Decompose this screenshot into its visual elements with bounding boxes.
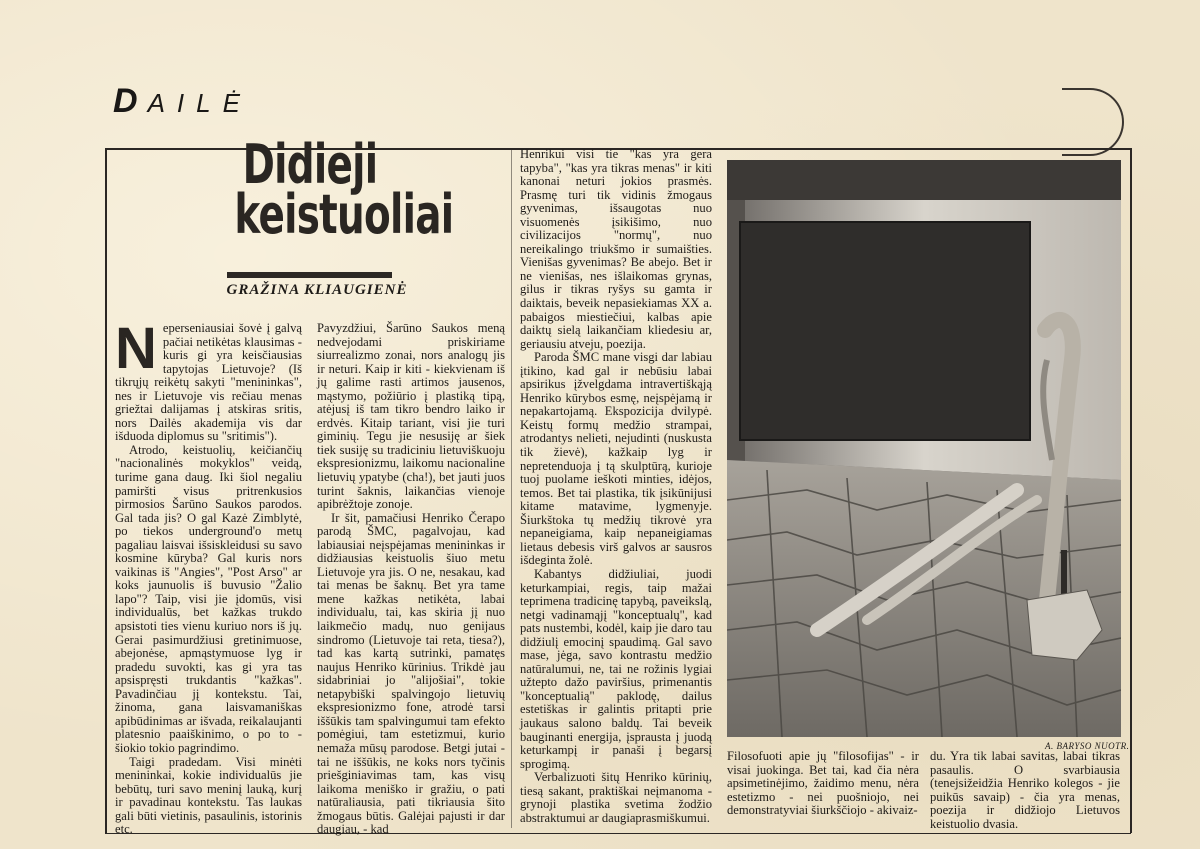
article-column-1 [115,316,302,837]
paragraph: Henrikui visi tie "kas yra gera tapyba", "kas yra tikras menas" ir kiti kanonai neturi jokios prasmės. Prasmę turi tik vidinis žmogaus gyvenimas, išsaugotas nuo visuomenės įsikišimo, nuo civilizacijos "normų", nuo nereikalingo triukšmo ir sumaišties. Vienišas gyvenimas? Be abejo. Bet ir ne vienišas, nes išlaikomas grynas, gilus ir tikras ryšys su gamta ir daiktais, beveik nepasiekiamas XX a. pabaigos miestiečiui, kalbas apie daiktų sielą laikančiam kliedesiu ar, geriausiu atveju, poezija. [520,147,712,351]
paragraph: Filosofuoti apie jų "filosofijas" - ir visai juokinga. Bet tai, kad čia nėra apsimetinėjimo, žaidimo menu, nėra estetizmo - nei puošniojo, nei demonstratyviai šiurkščiojo - akivaiz- [727,749,919,818]
article-title-line1: Didieji [242,133,378,196]
exhibition-photo-drawing [727,160,1121,737]
frame-left-rule [105,148,107,833]
drop-cap: N [115,316,157,381]
paragraph: Kabantys didžiuliai, juodi keturkampiai, regis, taip mažai teprimena tradicinę tapybą, paveikslą, netgi vadinamąjį "konceptualų", kad pats nustembi, kodėl, kaip jie daro tau didžiulį emocinį spaudimą. Gal savo mase, jėga, savo kontrastu medžio natūralumui, ne, tai ne rožinis lygiai užtepto dažo paviršius, primenantis "konceptualią" paklodę, dailus estetiškas ir galintis pritapti prie jaukaus salono baldų. Tai beveik bauginanti energija, įsprausta į juodą keturkampį ir panaši į begarsį sprogimą. [520,566,712,771]
section-header-rest: AILĖ [147,88,252,118]
article-column-3 [520,148,712,825]
title-underline [227,272,392,278]
paragraph-text: eperseniausiai šovė į galvą pačiai netikėtas klausimas - kuris gi yra keisčiausias tapytojas Lietuvoje? (Iš tikrųjų reikėtų sakyti "menininkas", nes ir Lietuvoje vis rečiau menas griežtai dalijamas į atskiras sritis, nors Dailės akademija vis dar išduoda diplomus su "sritimis"). [115,321,302,444]
paragraph: Verbalizuoti šitų Henriko kūrinių, tiesą sakant, praktiškai neįmanoma - grynoji plastika svetima žodžio abstraktumui ar daugiaprasmiškumui. [520,770,712,825]
exhibition-photo [727,160,1121,737]
paragraph [115,316,302,444]
paragraph: Paroda ŠMC mane visgi dar labiau įtikino, kad gal ir nebūsiu labai apsirikus įžvelgdama intravertiškąją Henriko kūrybos esmę, neįspėjamą ir nepakartojamą. Ekspozicija dvilypė. Keistų formų medžio strampai, atrodantys nelieti, nejudinti (nuskusta tik žievė), kažkaip lyg ir nepretenduoja į tą skulptūrą, kurioje tuoj puolame ieškoti minties, idėjos, temos. Bet tai plastika, tik įsikūnijusi kitame matavime, lygmenyje. Šiurkštoka tų medžių tikrovė yra nepaneigiama, kaip nepaneigiamas lietaus debesis virš galvos ar sausros išdeginta žolė. [520,350,712,568]
section-header-initial: D [113,82,148,120]
article-title [234,133,454,246]
article-column-4 [727,750,919,818]
paragraph: du. Yra tik labai savitas, labai tikras pasaulis. O svarbiausia (tenejsižeidžia Henriko kolegos - jie puikūs savaip) - čia yra menas, poezija ir didžiojo Lietuvos keistuolio dvasia. [930,749,1120,831]
paragraph: Taigi pradedam. Visi minėti menininkai, kokie individualūs jie bebūtų, turi savo meninį lauką, kurį ir pavadinau kontekstu. Tas laukas gali būti vietinis, pasaulinis, istorinis etc. [115,754,302,837]
section-header [113,82,252,121]
frame-right-rule [1130,148,1132,833]
article-column-5 [930,750,1120,831]
paragraph: Pavyzdžiui, Šarūno Saukos meną nedvejodami priskiriame siurrealizmo zonai, nors analogų jis ir neturi. Kaip ir kiti - kiekvienam iš jų galime rasti artimos jausenos, mąstymo, požiūrio į plastiką tipą, atėjusį iš tam tikro bendro laiko ir erdvės. Kitaip tariant, visi jie turi giminių. Tegu jie nesusiję ar šiek tiek susiję su tradiciniu lietuviškuoju ekspresionizmu, laikomu nacionaline lietuvių ypatybe (cha!), bet jauti juos turint šaknis, laikančias vienoje apibrėžtoje zonoje. [317,321,505,512]
paragraph: Atrodo, keistuolių, keičiančių "nacionalinės mokyklos" veidą, turime gana daug. Iki šiol negaliu pamiršti visus pritrenkusios pirmosios Šarūno Saukos parodos. Gal tada jis? O gal Kazė Zimblytė, po tiekos underground'o metų pagaliau laisvai išsiskleidusi su savo kosmine kūryba? Gal kuris nors vaikinas iš "Angies", "Post Arso" ar koks jaunuolis iš buvusio "Žalio lapo"? Taip, visi jie įdomūs, visi individualūs, bet kažkas trukdo apsistoti ties vienu kuriuo nors iš jų. Gerai pasimurdžiusi gretinimuose, abejonėse, apmąstymuose lyg ir pradedu suvokti, kas gi yra tas apsispręsti trukdantis "kažkas". Pavadinčiau jį kontekstu. Tai, žinoma, gana laisvamaniškas apibūdinimas ar išvada, reikalaujanti platesnio paaiškinimo, o po to - šiokio tokio pagrindimo. [115,442,302,755]
column-divider [511,148,512,828]
article-title-line2: keistuoliai [234,183,454,246]
article-author: GRAŽINA KLIAUGIENĖ [226,282,408,298]
photo-credit: A. BARYSO NUOTR. [1045,741,1130,751]
paragraph: Ir šit, pamačiusi Henriko Čerapo parodą ŠMC, pagalvojau, kad labiausiai neįspėjamas menininkas ir didžiausias keistuolis šiuo metu Lietuvoje yra jis. O ne, nesakau, kad tai menas be šaknų. Bet yra tame mene kažkas netikėta, labai individualu, tai, kas skiria jį nuo laikmečio madų, nuo genijaus sindromo (Lietuvoje tai reta, tiesa?), tad kas kartą sutrinki, pamatęs naujus Henriko kūrinius. Trikdė jau sidabriniai jo "alijošiai", tokie netapybiški spalvingojo lietuvių ekspresionizmo fone, atrodė tarsi iššūkis tam spalvingumui tam efekto pomėgiui, tam estetizmui, kurio nemaža mūsų parodose. Betgi jutai - tai ne iššūkis, ne koks nors tyčinis priešginiavimas tam, kas visų laikoma meniško ir gražiu, o pati natūraliausia, pati tikriausia šito žmogaus būtis. Galėjai pajusti ir dar daugiau, - kad [317,510,505,837]
article-column-2 [317,322,505,837]
